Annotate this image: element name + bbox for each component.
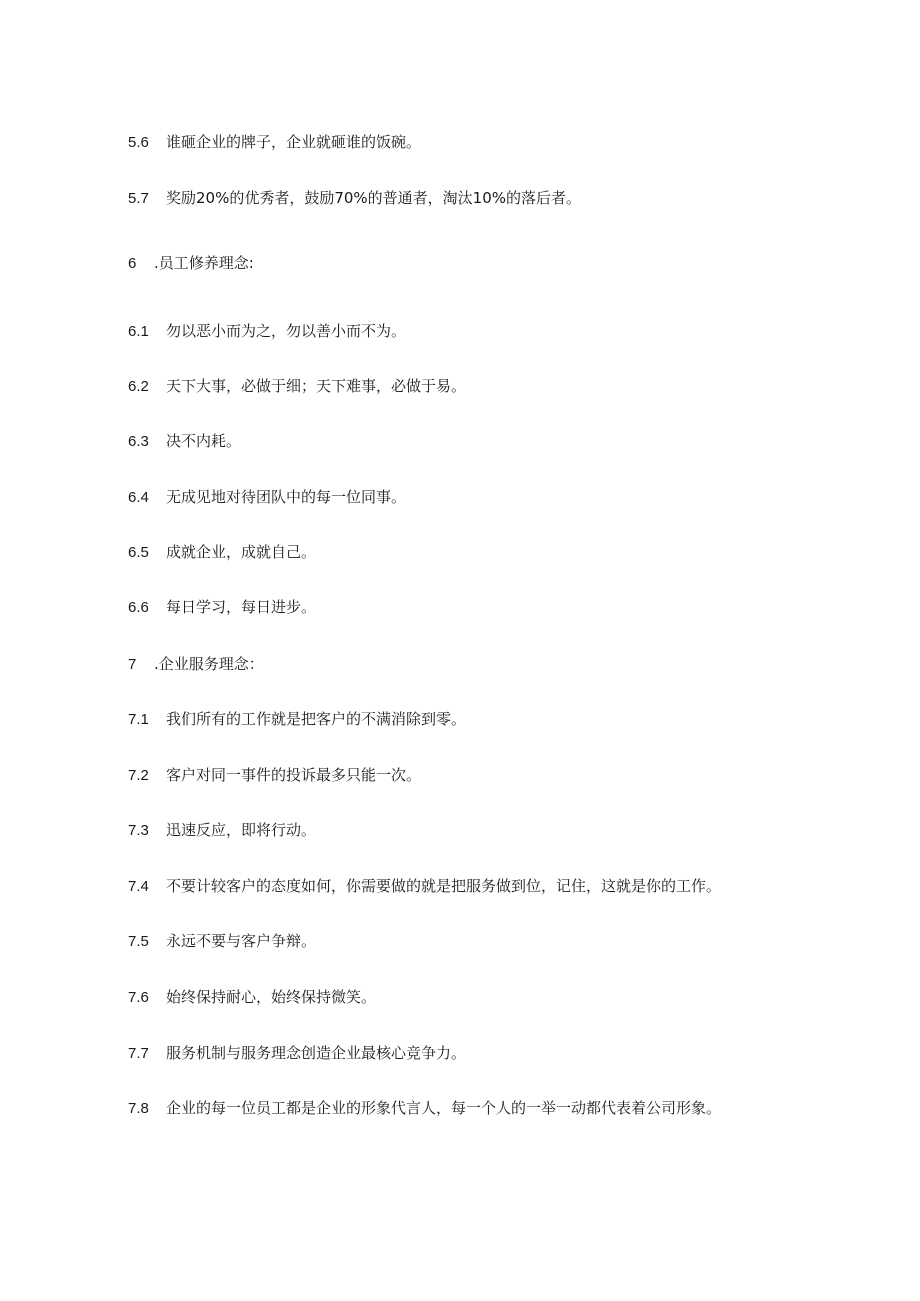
item-5-6: [128, 132, 421, 153]
item-text: 客户对同一事件的投诉最多只能一次。: [166, 766, 422, 784]
item-6-3: [128, 431, 241, 452]
section-title: .企业服务理念：: [154, 655, 264, 673]
section-heading-6: [128, 253, 254, 274]
item-text: 勿以恶小而为之，勿以善小而不为。: [166, 322, 407, 340]
item-text: 始终保持耐心，始终保持微笑。: [166, 988, 377, 1006]
item-6-4: [128, 487, 406, 508]
item-text: 我们所有的工作就是把客户的不满消除到零。: [166, 710, 467, 728]
section-heading-7: [128, 654, 264, 675]
item-number: 7.2: [128, 767, 149, 784]
item-7-7: [128, 1043, 466, 1064]
item-number: 6.1: [128, 323, 149, 340]
item-text: 天下大事，必做于细；天下难事，必做于易。: [166, 377, 467, 395]
item-text: 谁砸企业的牌子，企业就砸谁的饭碗。: [166, 133, 422, 151]
item-number: 7.3: [128, 822, 149, 839]
item-7-4: [128, 876, 721, 897]
item-number: 6.3: [128, 433, 149, 450]
item-6-1: [128, 321, 406, 342]
section-number: 7: [128, 656, 137, 673]
item-number: 6.2: [128, 378, 149, 395]
item-text: 每日学习，每日进步。: [166, 598, 317, 616]
item-text: 决不内耗。: [166, 432, 242, 450]
item-7-1: [128, 709, 466, 730]
item-7-5: [128, 931, 316, 952]
item-number: 5.7: [128, 190, 149, 207]
item-text: 无成见地对待团队中的每一位同事。: [166, 488, 407, 506]
item-number: 7.8: [128, 1100, 149, 1117]
item-5-7: [128, 188, 581, 209]
item-number: 6.6: [128, 599, 149, 616]
item-6-5: [128, 542, 316, 563]
item-7-2: [128, 765, 421, 786]
item-7-3: [128, 820, 316, 841]
item-number: 7.5: [128, 933, 149, 950]
item-7-8: [128, 1098, 721, 1119]
item-text: 奖励20%的优秀者，鼓励70%的普通者，淘汰10%的落后者。: [166, 189, 582, 207]
item-text: 服务机制与服务理念创造企业最核心竞争力。: [166, 1044, 467, 1062]
item-text: 企业的每一位员工都是企业的形象代言人，每一个人的一举一动都代表着公司形象。: [166, 1099, 722, 1117]
item-number: 6.4: [128, 489, 149, 506]
item-text: 迅速反应，即将行动。: [166, 821, 317, 839]
item-number: 6.5: [128, 544, 149, 561]
item-6-2: [128, 376, 466, 397]
section-number: 6: [128, 255, 137, 272]
item-text: 永远不要与客户争辩。: [166, 932, 317, 950]
item-number: 7.4: [128, 878, 149, 895]
item-number: 5.6: [128, 134, 149, 151]
section-title: .员工修养理念:: [154, 254, 254, 272]
item-number: 7.1: [128, 711, 149, 728]
item-7-6: [128, 987, 376, 1008]
item-number: 7.7: [128, 1045, 149, 1062]
item-6-6: [128, 597, 316, 618]
item-number: 7.6: [128, 989, 149, 1006]
item-text: 成就企业，成就自己。: [166, 543, 317, 561]
item-text: 不要计较客户的态度如何，你需要做的就是把服务做到位，记住，这就是你的工作。: [166, 877, 722, 895]
